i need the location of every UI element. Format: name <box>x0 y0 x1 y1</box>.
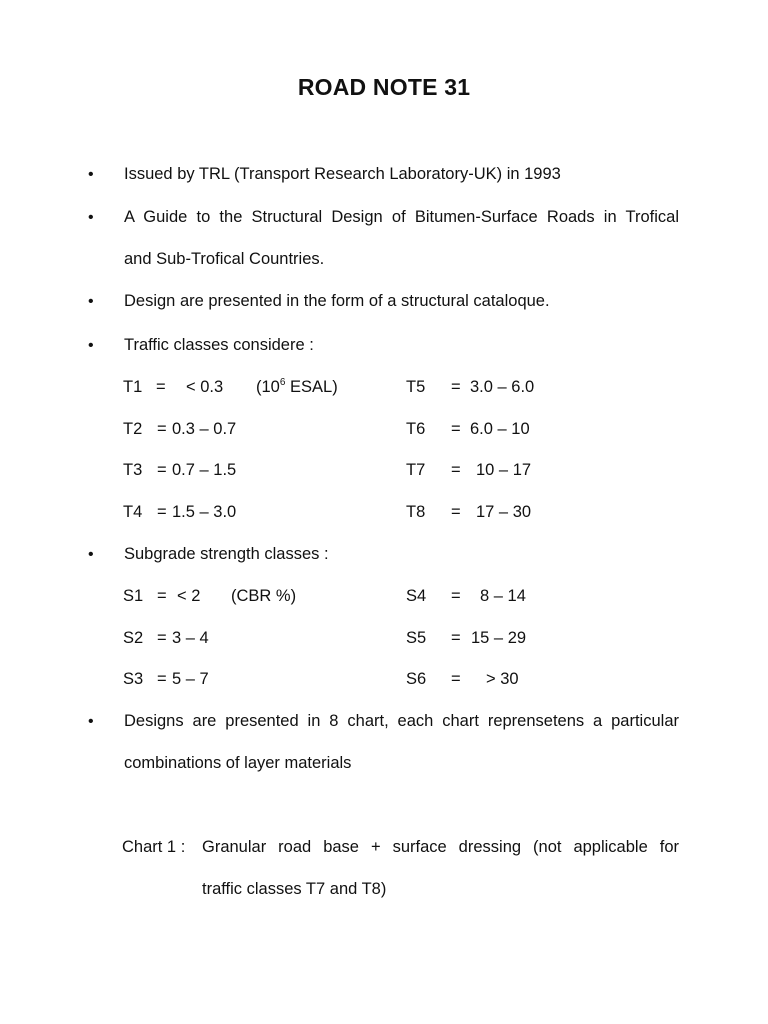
traffic-class-equals: = <box>157 503 167 521</box>
bullet-text-design: Design are presented in the form of a structural cataloque. <box>124 292 550 310</box>
bullet-text-subgrade: Subgrade strength classes : <box>124 545 329 563</box>
subgrade-class-equals: = <box>157 629 167 647</box>
subgrade-class-code: S1 <box>123 587 144 605</box>
traffic-class-code: T4 <box>123 503 143 521</box>
subgrade-class-equals: = <box>157 587 167 605</box>
bullet-icon: • <box>88 293 94 310</box>
traffic-class-equals: = <box>451 461 461 479</box>
subgrade-class-value: 3 – 4 <box>172 629 209 647</box>
bullet-text-charts: Designs are presented in 8 chart, each chart reprensetens a particular <box>124 712 679 730</box>
traffic-class-code: T2 <box>123 420 143 438</box>
subgrade-class-value: 15 – 29 <box>471 629 527 647</box>
subgrade-unit: (CBR %) <box>231 587 297 605</box>
traffic-class-equals: = <box>157 461 167 479</box>
traffic-class-value: < 0.3 <box>186 378 224 396</box>
subgrade-class-value: 5 – 7 <box>172 670 209 688</box>
traffic-class-code: T1 <box>123 378 143 396</box>
subgrade-class-code: S2 <box>123 629 144 647</box>
subgrade-class-value: < 2 <box>177 587 201 605</box>
traffic-class-value: 0.3 – 0.7 <box>172 420 237 438</box>
traffic-class-value: 17 – 30 <box>476 503 532 521</box>
traffic-class-code: T6 <box>406 420 426 438</box>
traffic-class-code: T5 <box>406 378 426 396</box>
bullet-icon: • <box>88 713 94 730</box>
subgrade-class-equals: = <box>451 670 461 688</box>
bullet-icon: • <box>88 546 94 563</box>
traffic-class-equals: = <box>451 420 461 438</box>
chart-1-description-continued: traffic classes T7 and T8) <box>202 880 387 898</box>
subgrade-class-value: 8 – 14 <box>480 587 526 605</box>
traffic-class-equals: = <box>156 378 166 396</box>
bullet-text-issued: Issued by TRL (Transport Research Laboratory-UK) in 1993 <box>124 165 561 183</box>
subgrade-class-code: S4 <box>406 587 427 605</box>
subgrade-class-equals: = <box>451 629 461 647</box>
chart-1-label: Chart 1 : <box>122 838 186 856</box>
traffic-class-value: 0.7 – 1.5 <box>172 461 237 479</box>
chart-1-description: Granular road base + surface dressing (not applicable for <box>202 838 679 856</box>
bullet-text-traffic: Traffic classes considere : <box>124 336 314 354</box>
bullet-text-guide: A Guide to the Structural Design of Bitumen-Surface Roads in Trofical <box>124 208 679 226</box>
traffic-class-code: T7 <box>406 461 426 479</box>
traffic-class-code: T3 <box>123 461 143 479</box>
bullet-icon: • <box>88 209 94 226</box>
bullet-icon: • <box>88 337 94 354</box>
subgrade-class-code: S6 <box>406 670 427 688</box>
bullet-text-charts-continued: combinations of layer materials <box>124 754 352 772</box>
traffic-unit: ($10^6$ ESAL) <box>256 377 338 396</box>
subgrade-class-code: S3 <box>123 670 144 688</box>
subgrade-class-code: S5 <box>406 629 427 647</box>
traffic-class-value: 10 – 17 <box>476 461 532 479</box>
traffic-class-equals: = <box>451 378 461 396</box>
traffic-class-equals: = <box>157 420 167 438</box>
bullet-text-guide-continued: and Sub-Trofical Countries. <box>124 250 325 268</box>
subgrade-class-value: > 30 <box>486 670 519 688</box>
traffic-class-value: 1.5 – 3.0 <box>172 503 237 521</box>
page-title: ROAD NOTE 31 <box>297 74 471 100</box>
bullet-icon: • <box>88 166 94 183</box>
traffic-class-code: T8 <box>406 503 426 521</box>
traffic-class-value: 6.0 – 10 <box>470 420 530 438</box>
subgrade-class-equals: = <box>157 670 167 688</box>
subgrade-class-equals: = <box>451 587 461 605</box>
traffic-class-equals: = <box>451 503 461 521</box>
traffic-class-value: 3.0 – 6.0 <box>470 378 535 396</box>
